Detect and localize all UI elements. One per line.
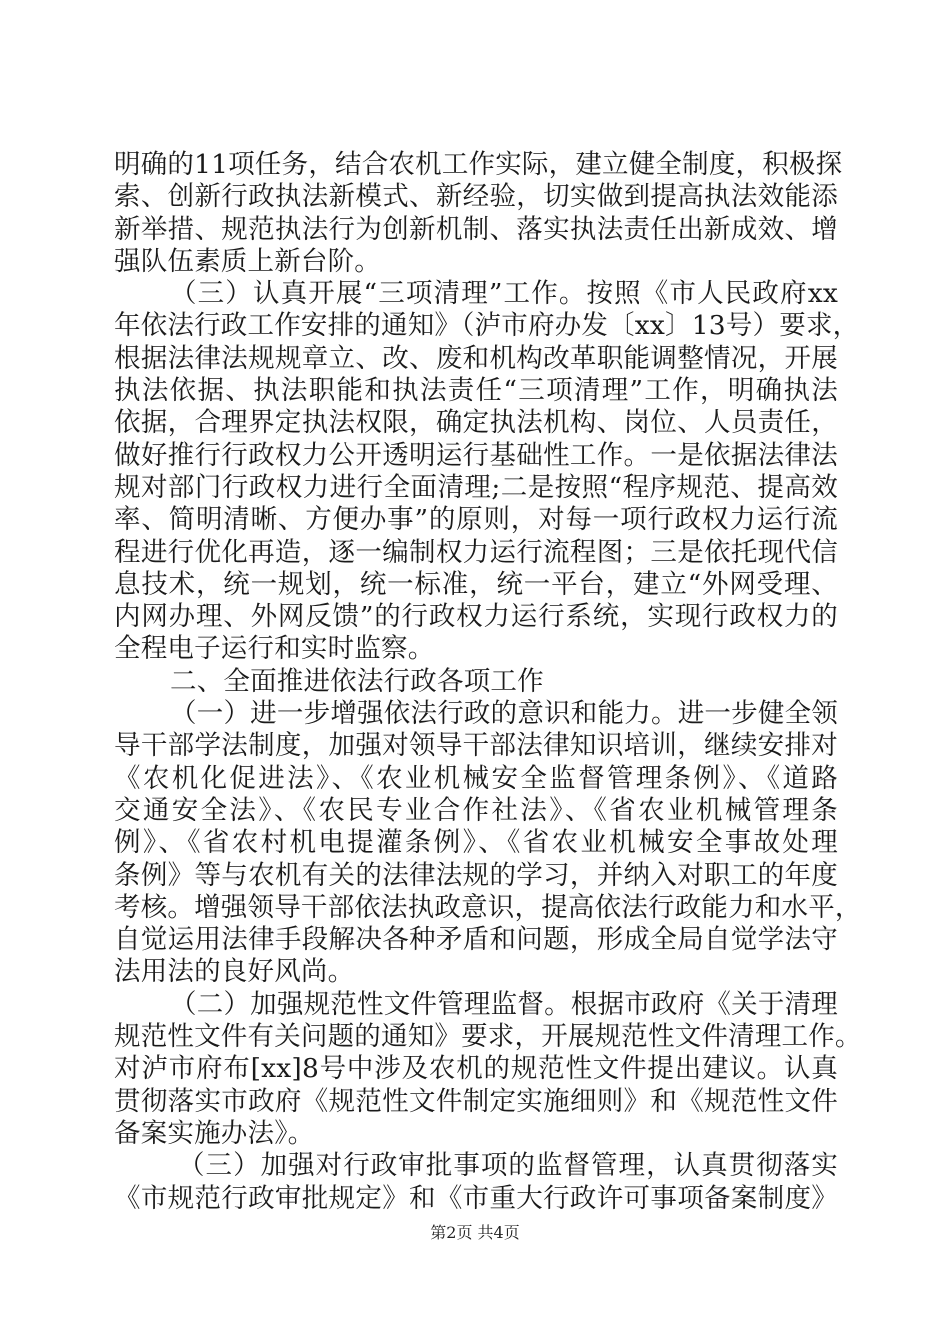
text-line: 自觉运用法律手段解决各种矛盾和问题，形成全局自觉学法守 — [114, 924, 838, 956]
text-line: 条例》等与农机有关的法律法规的学习，并纳入对职工的年度 — [114, 859, 838, 891]
text-line: 《市规范行政审批规定》和《市重大行政许可事项备案制度》 — [114, 1182, 838, 1214]
text-line: 根据法律法规规章立、改、废和机构改革职能调整情况，开展 — [114, 342, 838, 374]
text-line: 导干部学法制度，加强对领导干部法律知识培训，继续安排对 — [114, 730, 838, 762]
paragraph-start-line: （三）加强对行政审批事项的监督管理，认真贯彻落实 — [178, 1150, 838, 1182]
text-line: 内网办理、外网反馈”的行政权力运行系统，实现行政权力的 — [114, 601, 838, 633]
text-line: 交通安全法》、《农民专业合作社法》、《省农业机械管理条 — [114, 794, 838, 826]
paragraph-start-line: （二）加强规范性文件管理监督。根据市政府《关于清理 — [170, 988, 838, 1020]
text-line: 做好推行行政权力公开透明运行基础性工作。一是依据法律法 — [114, 439, 838, 471]
text-line: 全程电子运行和实时监察。 — [114, 633, 435, 665]
text-line: 索、创新行政执法新模式、新经验，切实做到提高执法效能添 — [114, 181, 838, 213]
text-line: 对泸市府布[xx]8号中涉及农机的规范性文件提出建议。认真 — [114, 1053, 838, 1085]
text-line: 法用法的良好风尚。 — [114, 956, 355, 988]
text-line: 年依法行政工作安排的通知》（泸市府办发〔xx〕13号）要求， — [114, 310, 860, 342]
text-line: 新举措、规范执法行为创新机制、落实执法责任出新成效、增 — [114, 213, 838, 245]
text-line: 依据，合理界定执法权限，确定执法机构、岗位、人员责任， — [114, 407, 838, 439]
text-line: 息技术，统一规划，统一标准，统一平台，建立“外网受理、 — [114, 568, 838, 600]
text-line: 执法依据、执法职能和执法责任“三项清理”工作，明确执法 — [114, 375, 838, 407]
paragraph-start-line: （三）认真开展“三项清理”工作。按照《市人民政府xx — [170, 278, 838, 310]
text-line: 率、简明清晰、方便办事”的原则，对每一项行政权力运行流 — [114, 504, 838, 536]
text-line: 贯彻落实市政府《规范性文件制定实施细则》和《规范性文件 — [114, 1085, 838, 1117]
text-line: 明确的11项任务，结合农机工作实际，建立健全制度，积极探 — [114, 149, 843, 180]
text-line: 规对部门行政权力进行全面清理;二是按照“程序规范、提高效 — [114, 471, 838, 503]
document-body — [114, 149, 862, 1215]
text-line: 考核。增强领导干部依法执政意识，提高依法行政能力和水平， — [114, 891, 862, 923]
text-line: 规范性文件有关问题的通知》要求，开展规范性文件清理工作。 — [114, 1021, 862, 1053]
text-line: 程进行优化再造，逐一编制权力运行流程图；三是依托现代信 — [114, 536, 838, 568]
page-number-footer: 第2页 共4页 — [430, 1223, 520, 1242]
paragraph-start-line: （一）进一步增强依法行政的意识和能力。进一步健全领 — [170, 698, 838, 730]
text-line: 例》、《省农村机电提灌条例》、《省农业机械安全事故处理 — [114, 827, 838, 859]
section-heading: 二、全面推进依法行政各项工作 — [170, 665, 544, 697]
text-line: 《农机化促进法》、《农业机械安全监督管理条例》、《道路 — [114, 762, 838, 794]
text-line: 备案实施办法》。 — [114, 1117, 315, 1149]
text-line: 强队伍素质上新台阶。 — [114, 245, 381, 277]
